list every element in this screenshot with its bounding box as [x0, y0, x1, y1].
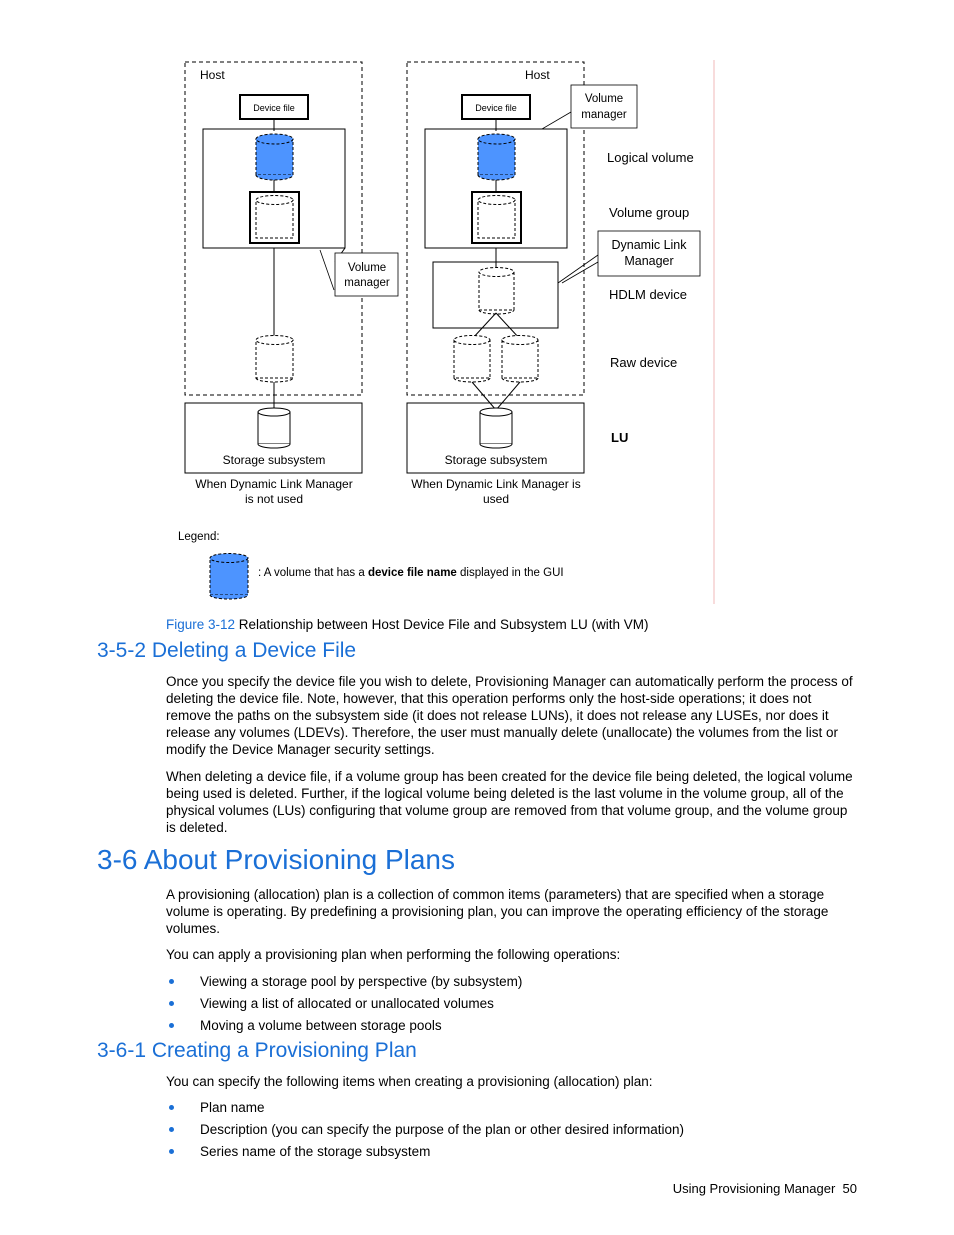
- paragraph: When deleting a device file, if a volume group has been created for the device file being deleted, the logical volume being used is deleted. Further, if the logical volume being deleted is the last volume in the volume group, all of the physical volumes (LUs) configuring that volume group are removed from that volume group, and the volume group is deleted.: [166, 769, 853, 835]
- list-item: Moving a volume between storage pools: [166, 1017, 522, 1039]
- lu-cylinder: [480, 408, 512, 448]
- storage-subsystem-label: Storage subsystem: [222, 453, 326, 467]
- raw-device-cylinder-1: [454, 336, 490, 383]
- lu-label: LU: [611, 430, 629, 445]
- volume-cylinder: [256, 196, 293, 239]
- legend-volume-icon: [210, 554, 248, 600]
- list-item: Viewing a storage pool by perspective (by subsystem): [166, 973, 522, 995]
- list-item: Series name of the storage subsystem: [166, 1143, 684, 1165]
- paragraph: You can apply a provisioning plan when performing the following operations:: [166, 947, 621, 962]
- hdlm-device-cylinder: [479, 268, 514, 315]
- volume-cylinder: [478, 196, 515, 239]
- lu-cylinder: [258, 408, 290, 448]
- footer-text: Using Provisioning Manager: [672, 1181, 836, 1196]
- list-item: Viewing a list of allocated or unallocated volumes: [166, 995, 522, 1017]
- paragraph: You can specify the following items when creating a provisioning (allocation) plan:: [166, 1074, 653, 1089]
- volume-manager-callout: [571, 85, 637, 128]
- host-label: Host: [525, 68, 550, 82]
- callout-line1: Volume: [584, 93, 624, 105]
- paragraph: Once you specify the device file you wish to delete, Provisioning Manager can automatically perform the process of deleting the device file. Note, however, that this operation performs only the host-side operations; it does not remove the paths on the subsystem side (it does not release LUNs), it does not release any LUSEs, nor does it release any volumes (LDEVs). Therefore, the user must manually delete (unallocate) the volumes from the list or modify the Device Manager security settings.: [166, 674, 853, 757]
- paragraph: A provisioning (allocation) plan is a collection of common items (parameters) that are specified when a storage volume is operating. By predefining a provisioning plan, you can improve the operating efficiency of the storage volumes.: [166, 887, 829, 936]
- device-file-label: Device file: [253, 103, 295, 113]
- callout-line2: manager: [344, 277, 390, 289]
- bullet-icon: [169, 1149, 174, 1154]
- raw-device-cylinder: [256, 336, 293, 383]
- figure-caption-text: Relationship between Host Device File and Subsystem LU (with VM): [235, 617, 649, 632]
- figure-caption-label[interactable]: Figure 3-12: [166, 617, 236, 632]
- diagram-caption-line2: used: [482, 492, 510, 506]
- hdlm-device-label: HDLM device: [609, 287, 688, 302]
- callout-line1: Dynamic Link: [611, 238, 687, 252]
- list-item: Plan name: [166, 1099, 684, 1121]
- diagram-without-dlm: [185, 62, 398, 506]
- page-footer: [673, 1181, 857, 1196]
- volume-manager-callout: [335, 253, 398, 296]
- logical-volume-label: Logical volume: [607, 150, 694, 165]
- callout-line2: manager: [581, 109, 627, 121]
- diagram-caption-line1: When Dynamic Link Manager: [195, 477, 353, 491]
- diagram-caption-line1: When Dynamic Link Manager is: [411, 477, 581, 491]
- section-heading-3-6-1: 3-6-1 Creating a Provisioning Plan: [97, 1039, 417, 1062]
- legend-title: Legend:: [178, 531, 220, 543]
- section-heading-3-6: 3-6 About Provisioning Plans: [97, 844, 455, 875]
- relationship-figure: [0, 0, 954, 610]
- storage-subsystem-label: Storage subsystem: [444, 453, 548, 467]
- device-file-label: Device file: [475, 103, 517, 113]
- page-number: 50: [842, 1181, 857, 1196]
- callout-line1: Volume: [347, 262, 387, 274]
- bullet-icon: [169, 1001, 174, 1006]
- bullet-list: [166, 973, 522, 1039]
- logical-volume-cylinder: [478, 134, 515, 180]
- diagram-caption-line2: is not used: [244, 492, 304, 506]
- bullet-icon: [169, 979, 174, 984]
- bullet-icon: [169, 1023, 174, 1028]
- logical-volume-cylinder: [256, 134, 293, 180]
- bullet-icon: [169, 1105, 174, 1110]
- figure-caption: [166, 617, 648, 632]
- raw-device-label: Raw device: [610, 355, 678, 370]
- callout-line2: Manager: [624, 254, 674, 268]
- diagram-with-dlm: [407, 62, 700, 506]
- list-item: Description (you can specify the purpose of the plan or other desired information): [166, 1121, 684, 1143]
- bullet-list: [166, 1099, 684, 1165]
- section-heading-3-5-2: 3-5-2 Deleting a Device File: [97, 639, 357, 662]
- host-label: Host: [200, 68, 225, 82]
- legend-description: : A volume that has a device file name displayed in the GUI: [258, 567, 564, 579]
- volume-group-label: Volume group: [609, 205, 690, 220]
- raw-device-cylinder-2: [502, 336, 538, 383]
- bullet-icon: [169, 1127, 174, 1132]
